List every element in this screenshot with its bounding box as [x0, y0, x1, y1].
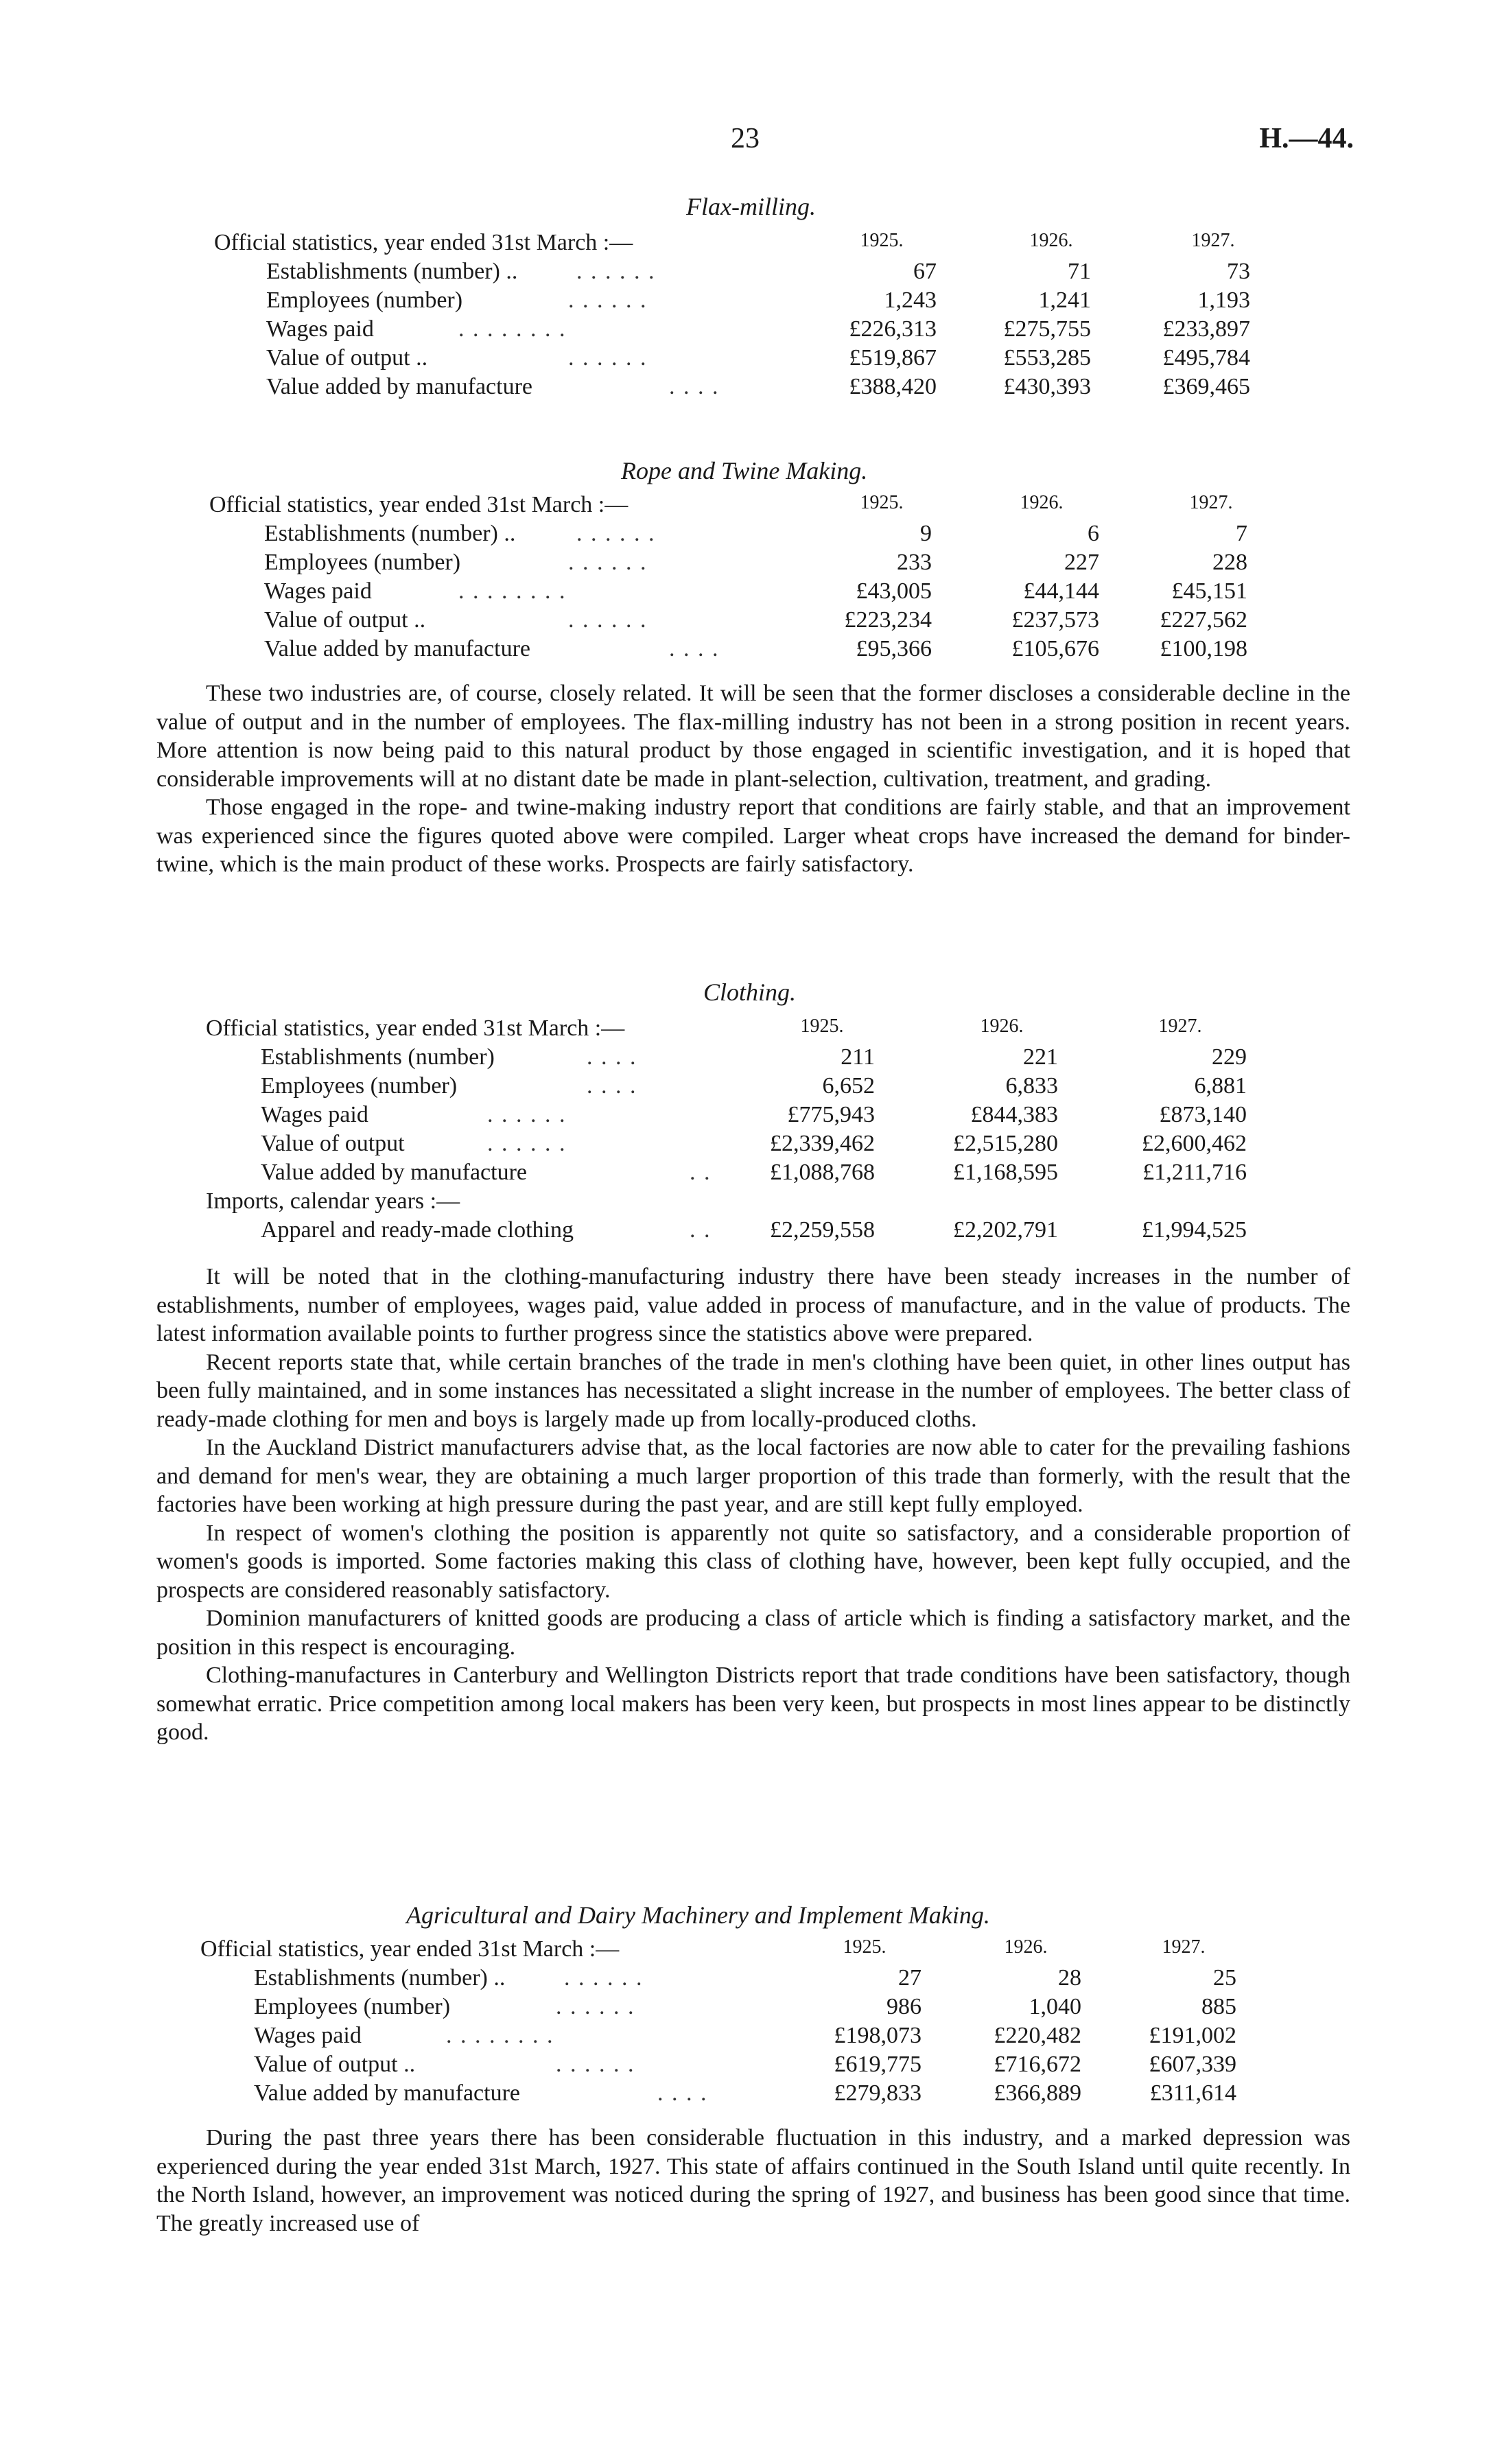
row-label: Value added by manufacture: [266, 374, 532, 399]
table-row: [0, 374, 1491, 404]
cell-1926: 6,833: [1005, 1073, 1058, 1099]
table-row: [0, 2052, 1491, 2082]
table-row: [0, 1160, 1491, 1190]
document-reference: H.—44.: [1259, 123, 1354, 154]
table-row: [0, 1102, 1491, 1132]
leader-dots: . . . . . .: [556, 1994, 635, 2019]
cell-1927: £369,465: [1162, 374, 1250, 399]
cell-1925: £1,088,768: [770, 1160, 875, 1185]
row-label: Value of output ..: [266, 345, 428, 371]
cell-1927: 228: [1212, 550, 1247, 575]
cell-1925: £226,313: [849, 316, 937, 342]
cell-1926: 1,241: [1038, 288, 1091, 313]
leader-dots: . . . .: [657, 2080, 708, 2106]
row-label: Value of output ..: [264, 607, 426, 633]
cell-1926: £275,755: [1003, 316, 1091, 342]
leader-dots: . . . . . .: [576, 259, 656, 284]
cell-1926: £430,393: [1003, 374, 1091, 399]
cell-1926: £2,202,791: [953, 1217, 1058, 1243]
row-label: Apparel and ready-made clothing: [261, 1217, 574, 1243]
year-header: 1927.: [1158, 1016, 1202, 1037]
cell-1927: 73: [1227, 259, 1250, 284]
page-header: [0, 122, 1491, 163]
row-label: Employees (number): [254, 1994, 451, 2019]
stats-intro: Official statistics, year ended 31st March :—: [214, 230, 633, 255]
cell-1925: 6,652: [822, 1073, 875, 1099]
cell-1925: £223,234: [844, 607, 932, 633]
cell-1926: £844,383: [970, 1102, 1058, 1127]
cell-1926: 28: [1058, 1965, 1081, 1991]
row-label: Establishments (number) ..: [264, 521, 516, 546]
paragraph: Dominion manufacturers of knitted goods are producing a class of article which is finding a satisfactory market, and the position in this respect is encouraging.: [156, 1606, 1350, 1660]
leader-dots: . . . . . .: [568, 288, 648, 313]
cell-1925: 233: [897, 550, 932, 575]
cell-1925: £2,259,558: [770, 1217, 875, 1243]
table-row: [0, 578, 1491, 609]
cell-1926: £105,676: [1011, 636, 1099, 661]
year-header: 1926.: [1029, 230, 1073, 251]
cell-1925: 67: [913, 259, 937, 284]
stats-intro-row: [0, 1016, 1491, 1046]
cell-1926: 221: [1023, 1044, 1058, 1070]
table-row: [0, 1131, 1491, 1161]
commentary-agricultural: [156, 2124, 1350, 2238]
row-label: Value of output: [261, 1131, 405, 1156]
cell-1927: £45,151: [1171, 578, 1247, 604]
table-row: [0, 2080, 1491, 2111]
leader-dots: . . . . . .: [556, 2052, 635, 2077]
cell-1927: £311,614: [1149, 2080, 1236, 2106]
paragraph: It will be noted that in the clothing-manufacturing industry there have been steady increases in the number of establishments, number of employees, wages paid, value added in process of manufacture, and in the value of products. The latest information available points to further progress since the statistics above were prepared.: [156, 1264, 1350, 1346]
row-label: Value added by manufacture: [254, 2080, 520, 2106]
row-label: Establishments (number) ..: [266, 259, 518, 284]
leader-dots: . . . .: [587, 1044, 637, 1070]
table-row: [0, 1994, 1491, 2024]
leader-dots: . .: [690, 1160, 712, 1185]
table-row: [0, 636, 1491, 666]
cell-1925: 211: [841, 1044, 875, 1070]
year-header: 1925.: [860, 230, 904, 251]
row-label: Wages paid: [266, 316, 374, 342]
row-label: Employees (number): [264, 550, 461, 575]
paragraph: These two industries are, of course, closely related. It will be seen that the former discloses a considerable decline in the value of output and in the number of employees. The flax-milling industry has not been in a strong position in recent years. More attention is now being paid to this natural product by those engaged in scientific investigation, and it is hoped that considerable improvements will at no distant date be made in plant-selection, cultivation, treatment, and grading.: [156, 681, 1350, 792]
year-header: 1927.: [1191, 230, 1235, 251]
table-row: [0, 607, 1491, 637]
cell-1926: 71: [1068, 259, 1091, 284]
cell-1927: £233,897: [1162, 316, 1250, 342]
cell-1925: £388,420: [849, 374, 937, 399]
cell-1927: 1,193: [1197, 288, 1250, 313]
cell-1925: £43,005: [856, 578, 932, 604]
leader-dots: . . . . . . . .: [458, 578, 567, 604]
cell-1926: £366,889: [994, 2080, 1081, 2106]
stats-intro: Official statistics, year ended 31st March :—: [206, 1016, 625, 1041]
row-label: Value of output ..: [254, 2052, 416, 2077]
table-row: [0, 2023, 1491, 2053]
cell-1926: £44,144: [1023, 578, 1099, 604]
year-header: 1926.: [1020, 492, 1064, 513]
row-label: Wages paid: [254, 2023, 362, 2048]
row-label: Wages paid: [261, 1102, 368, 1127]
cell-1927: 885: [1201, 1994, 1236, 2019]
imports-label-row: [0, 1188, 1491, 1219]
paragraph: Those engaged in the rope- and twine-making industry report that conditions are fairly stable, and that an improvement was experienced since the figures quoted above were compiled. Larger wheat crops have increased the demand for binder-twine, which is the main product of these works. Prospects are fairly satisfactory.: [156, 795, 1350, 877]
year-header: 1925.: [800, 1016, 844, 1037]
leader-dots: . . . .: [669, 636, 720, 661]
cell-1926: 227: [1064, 550, 1099, 575]
year-header: 1927.: [1162, 1936, 1206, 1958]
table-row: [0, 1044, 1491, 1075]
row-label: Employees (number): [261, 1073, 458, 1099]
commentary-flax-rope: [156, 679, 1350, 879]
cell-1925: 9: [920, 521, 932, 546]
stats-intro-row: [0, 1936, 1491, 1967]
row-label: Employees (number): [266, 288, 463, 313]
row-label: Establishments (number): [261, 1044, 495, 1070]
cell-1925: £619,775: [834, 2052, 921, 2077]
leader-dots: . .: [690, 1217, 712, 1243]
imports-label: Imports, calendar years :—: [206, 1188, 460, 1214]
cell-1925: 27: [898, 1965, 921, 1991]
cell-1927: £607,339: [1149, 2052, 1236, 2077]
row-label: Value added by manufacture: [264, 636, 530, 661]
cell-1925: 1,243: [884, 288, 937, 313]
leader-dots: . . . . . .: [568, 550, 648, 575]
leader-dots: . . . . . . . .: [458, 316, 567, 342]
cell-1925: £2,339,462: [770, 1131, 875, 1156]
stats-intro: Official statistics, year ended 31st March :—: [200, 1936, 620, 1962]
cell-1927: £191,002: [1149, 2023, 1236, 2048]
cell-1926: 6: [1088, 521, 1099, 546]
cell-1927: 25: [1213, 1965, 1236, 1991]
table-row: [0, 1073, 1491, 1103]
cell-1927: £1,994,525: [1142, 1217, 1247, 1243]
stats-intro-row: [0, 492, 1491, 522]
table-row: [0, 316, 1491, 347]
table-row: [0, 1965, 1491, 1995]
cell-1925: £95,366: [856, 636, 932, 661]
cell-1927: 6,881: [1194, 1073, 1247, 1099]
cell-1927: 7: [1236, 521, 1247, 546]
cell-1926: £716,672: [994, 2052, 1081, 2077]
paragraph: Clothing-manufactures in Canterbury and Wellington Districts report that trade conditions have been satisfactory, though somewhat erratic. Price competition among local makers has been very keen, but prospects in most lines appear to be distinctly good.: [156, 1663, 1350, 1745]
table-row: [0, 1217, 1491, 1247]
stats-intro: Official statistics, year ended 31st March :—: [209, 492, 629, 517]
cell-1927: £100,198: [1160, 636, 1247, 661]
cell-1925: £198,073: [834, 2023, 921, 2048]
cell-1925: 986: [887, 1994, 921, 2019]
year-header: 1927.: [1189, 492, 1233, 513]
leader-dots: . . . . . .: [564, 1965, 644, 1991]
cell-1926: £220,482: [994, 2023, 1081, 2048]
row-label: Value added by manufacture: [261, 1160, 527, 1185]
table-row: [0, 259, 1491, 289]
year-header: 1926.: [1004, 1936, 1048, 1958]
leader-dots: . . . . . .: [487, 1102, 567, 1127]
cell-1927: £1,211,716: [1142, 1160, 1247, 1185]
cell-1927: £227,562: [1160, 607, 1247, 633]
cell-1925: £519,867: [849, 345, 937, 371]
leader-dots: . . . .: [587, 1073, 637, 1099]
leader-dots: . . . .: [669, 374, 720, 399]
section-title: Flax-milling.: [686, 193, 816, 220]
year-header: 1925.: [843, 1936, 887, 1958]
paragraph: In respect of women's clothing the position is apparently not quite so satisfactory, and a considerable proportion of women's goods is imported. Some factories making this class of clothing have, however, been kept fully occupied, and the prospects are considered reasonably satisfactory.: [156, 1520, 1350, 1603]
leader-dots: . . . . . .: [568, 607, 648, 633]
row-label: Establishments (number) ..: [254, 1965, 506, 1991]
table-row: [0, 345, 1491, 375]
leader-dots: . . . . . .: [487, 1131, 567, 1156]
table-row: [0, 521, 1491, 551]
cell-1925: £775,943: [787, 1102, 875, 1127]
commentary-clothing: [156, 1263, 1350, 1747]
table-row: [0, 288, 1491, 318]
stats-intro-row: [0, 230, 1491, 260]
table-row: [0, 550, 1491, 580]
paragraph: During the past three years there has been considerable fluctuation in this industry, and a marked depression was experienced during the year ended 31st March, 1927. This state of affairs continued in the South Island until quite recently. In the North Island, however, an improvement was noticed during the spring of 1927, and business has been good since that time. The greatly increased use of: [156, 2125, 1350, 2236]
year-header: 1925.: [860, 492, 904, 513]
cell-1927: £495,784: [1162, 345, 1250, 371]
leader-dots: . . . . . .: [576, 521, 656, 546]
cell-1926: £2,515,280: [953, 1131, 1058, 1156]
section-title: Clothing.: [703, 978, 797, 1006]
cell-1926: 1,040: [1029, 1994, 1081, 2019]
cell-1927: 229: [1212, 1044, 1247, 1070]
leader-dots: . . . . . . . .: [446, 2023, 554, 2048]
paragraph: Recent reports state that, while certain branches of the trade in men's clothing have been quiet, in other lines output has been fully maintained, and in some instances has necessitated a slight increase in the number of employees. The better class of ready-made clothing for men and boys is largely made up from locally-produced cloths.: [156, 1349, 1350, 1432]
cell-1926: £553,285: [1003, 345, 1091, 371]
cell-1927: £873,140: [1159, 1102, 1247, 1127]
cell-1926: £237,573: [1011, 607, 1099, 633]
year-header: 1926.: [980, 1016, 1024, 1037]
leader-dots: . . . . . .: [568, 345, 648, 371]
row-label: Wages paid: [264, 578, 372, 604]
page-number: 23: [731, 123, 760, 154]
section-title: Rope and Twine Making.: [621, 457, 868, 484]
cell-1925: £279,833: [834, 2080, 921, 2106]
cell-1927: £2,600,462: [1142, 1131, 1247, 1156]
section-title: Agricultural and Dairy Machinery and Implement Making.: [406, 1901, 990, 1929]
cell-1926: £1,168,595: [953, 1160, 1058, 1185]
paragraph: In the Auckland District manufacturers advise that, as the local factories are now able to cater for the prevailing fashions and demand for men's wear, they are obtaining a much larger proportion of this trade than formerly, with the result that the factories have been working at high pressure during the past year, and are still kept fully employed.: [156, 1435, 1350, 1517]
